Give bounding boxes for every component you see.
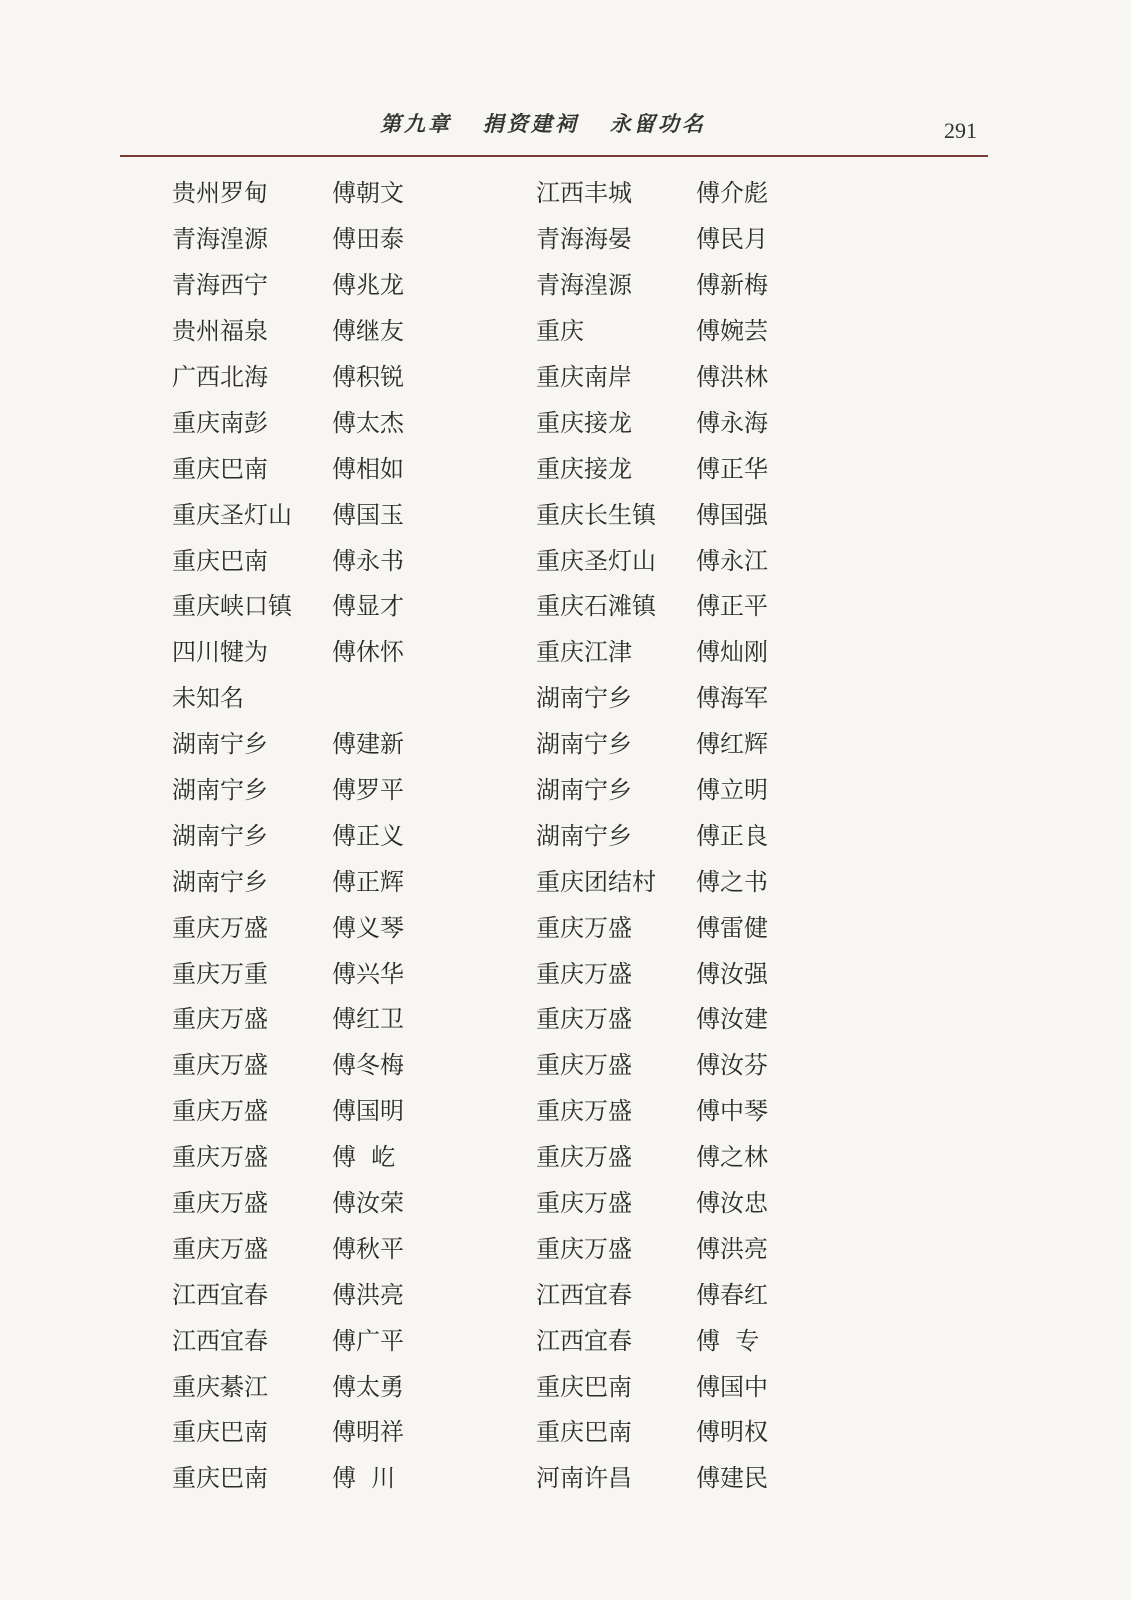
donor-place: 重庆圣灯山	[172, 500, 292, 529]
donor-place: 重庆万盛	[536, 913, 632, 942]
donor-place: 江西丰城	[536, 179, 632, 208]
donor-place: 重庆团结村	[536, 867, 656, 896]
donor-name: 傅永海	[696, 408, 768, 437]
donor-place: 贵州罗甸	[172, 179, 268, 208]
donor-row	[172, 397, 442, 443]
donor-place: 青海湟源	[172, 225, 268, 254]
donor-row	[536, 1040, 806, 1086]
page-header	[0, 0, 1131, 160]
donor-place: 青海海晏	[536, 225, 632, 254]
donor-name: 傅汝强	[696, 959, 768, 988]
donor-place: 重庆万盛	[172, 913, 268, 942]
donor-name: 傅中琴	[696, 1097, 768, 1126]
donor-place: 重庆江津	[536, 638, 632, 667]
donor-name: 傅休怀	[332, 638, 404, 667]
donor-name: 傅 屹	[332, 1143, 396, 1172]
donor-row	[536, 1178, 806, 1224]
donor-place: 湖南宁乡	[536, 684, 632, 713]
donor-name: 傅 川	[332, 1464, 396, 1493]
donor-place: 重庆万盛	[172, 1234, 268, 1263]
donor-name: 傅汝建	[696, 1005, 768, 1034]
donor-place: 江西宜春	[536, 1280, 632, 1309]
donor-name: 傅 专	[696, 1326, 760, 1355]
donor-row	[536, 810, 806, 856]
donor-row	[172, 1315, 442, 1361]
donor-row	[536, 1361, 806, 1407]
donor-name: 傅洪亮	[696, 1234, 768, 1263]
donor-row	[536, 1269, 806, 1315]
donor-name: 傅建新	[332, 730, 404, 759]
donor-row	[172, 1223, 442, 1269]
donor-place: 重庆长生镇	[536, 500, 656, 529]
donor-name: 傅国强	[696, 500, 768, 529]
donor-row	[536, 260, 806, 306]
donor-name: 傅灿刚	[696, 638, 768, 667]
donor-name: 傅红辉	[696, 730, 768, 759]
donor-row	[536, 214, 806, 260]
donor-row	[536, 306, 806, 352]
donor-place: 湖南宁乡	[536, 776, 632, 805]
donor-row	[172, 994, 442, 1040]
donor-row	[172, 810, 442, 856]
donor-place: 重庆万盛	[172, 1189, 268, 1218]
donor-row	[536, 1407, 806, 1453]
donor-row	[172, 719, 442, 765]
donor-name: 傅朝文	[332, 179, 404, 208]
donor-name: 傅正良	[696, 821, 768, 850]
donor-row	[536, 535, 806, 581]
donor-name: 傅国明	[332, 1097, 404, 1126]
donor-row	[172, 765, 442, 811]
donor-place: 重庆万盛	[536, 1234, 632, 1263]
donor-row	[172, 627, 442, 673]
donor-row	[172, 1040, 442, 1086]
donor-name: 傅正义	[332, 821, 404, 850]
donor-name: 傅建民	[696, 1464, 768, 1493]
donor-place: 重庆万盛	[536, 1005, 632, 1034]
donor-name: 傅婉芸	[696, 317, 768, 346]
donor-name: 傅民月	[696, 225, 768, 254]
donor-name: 傅明权	[696, 1418, 768, 1447]
donor-row	[172, 673, 442, 719]
donor-place: 重庆巴南	[536, 1372, 632, 1401]
donor-row	[536, 397, 806, 443]
donor-row	[536, 1315, 806, 1361]
donor-row	[172, 535, 442, 581]
donor-name: 傅义琴	[332, 913, 404, 942]
donor-place: 重庆万盛	[536, 1189, 632, 1218]
donor-place: 重庆万盛	[536, 959, 632, 988]
donor-name: 傅太勇	[332, 1372, 404, 1401]
donor-row	[172, 168, 442, 214]
donor-place: 重庆巴南	[536, 1418, 632, 1447]
donor-name: 傅正华	[696, 454, 768, 483]
donor-name: 傅新梅	[696, 271, 768, 300]
donor-place: 重庆南彭	[172, 408, 268, 437]
donor-row	[536, 1132, 806, 1178]
donor-name: 傅洪林	[696, 363, 768, 391]
donor-place: 河南许昌	[536, 1464, 632, 1493]
donor-row	[172, 1361, 442, 1407]
donor-name: 傅海军	[696, 684, 768, 713]
donor-name: 傅相如	[332, 454, 404, 483]
donor-place: 重庆峡口镇	[172, 592, 292, 621]
donor-place: 重庆万盛	[172, 1143, 268, 1172]
donor-name: 傅罗平	[332, 776, 404, 805]
donor-name: 傅明祥	[332, 1418, 404, 1447]
donor-place: 重庆接龙	[536, 408, 632, 437]
donor-row	[172, 1086, 442, 1132]
donor-name: 傅立明	[696, 776, 768, 805]
donor-place: 重庆接龙	[536, 454, 632, 483]
donor-name: 傅积锐	[332, 363, 404, 391]
donor-name: 傅继友	[332, 317, 404, 346]
donor-row	[172, 443, 442, 489]
donor-row	[536, 489, 806, 535]
donor-name: 傅田泰	[332, 225, 404, 254]
donor-row	[172, 856, 442, 902]
donor-place: 四川犍为	[172, 638, 268, 667]
donor-row	[172, 1132, 442, 1178]
donor-name: 傅介彪	[696, 179, 768, 208]
donor-place: 重庆万重	[172, 959, 268, 988]
donor-place: 湖南宁乡	[536, 730, 632, 759]
donor-row	[536, 948, 806, 994]
donor-place: 江西宜春	[536, 1326, 632, 1355]
donor-place: 重庆巴南	[172, 454, 268, 483]
header-divider	[120, 155, 988, 157]
donor-name: 傅之林	[696, 1143, 768, 1172]
donor-row	[172, 352, 442, 398]
donor-place: 广西北海	[172, 363, 268, 391]
donor-place: 湖南宁乡	[172, 776, 268, 805]
donor-name: 傅冬梅	[332, 1051, 404, 1080]
donor-place: 江西宜春	[172, 1280, 268, 1309]
donor-list-left	[172, 168, 442, 1499]
donor-place: 未知名	[172, 684, 244, 713]
donor-row	[536, 1453, 806, 1499]
donor-name: 傅汝芬	[696, 1051, 768, 1080]
donor-name: 傅国中	[696, 1372, 768, 1401]
donor-row	[536, 352, 806, 398]
donor-name: 傅正平	[696, 592, 768, 621]
donor-name: 傅汝忠	[696, 1189, 768, 1218]
donor-row	[172, 1453, 442, 1499]
donor-name: 傅太杰	[332, 408, 404, 437]
donor-place: 重庆万盛	[172, 1051, 268, 1080]
donor-place: 重庆綦江	[172, 1372, 268, 1401]
donor-place: 重庆石滩镇	[536, 592, 656, 621]
donor-row	[536, 719, 806, 765]
donor-row	[172, 260, 442, 306]
donor-name: 傅雷健	[696, 913, 768, 942]
donor-row	[536, 168, 806, 214]
donor-place: 重庆巴南	[172, 546, 268, 575]
donor-row	[536, 581, 806, 627]
donor-place: 湖南宁乡	[172, 867, 268, 896]
donor-place: 贵州福泉	[172, 317, 268, 346]
donor-place: 重庆南岸	[536, 363, 632, 391]
donor-row	[536, 673, 806, 719]
donor-row	[536, 627, 806, 673]
donor-place: 湖南宁乡	[536, 821, 632, 850]
donor-row	[172, 306, 442, 352]
donor-place: 重庆	[536, 317, 584, 346]
donor-place: 江西宜春	[172, 1326, 268, 1355]
donor-place: 重庆万盛	[536, 1143, 632, 1172]
donor-name: 傅正辉	[332, 867, 404, 896]
donor-row	[536, 443, 806, 489]
donor-name: 傅兆龙	[332, 271, 404, 300]
donor-row	[172, 1178, 442, 1224]
donor-row	[172, 489, 442, 535]
donor-row	[536, 1086, 806, 1132]
donor-name: 傅洪亮	[332, 1280, 404, 1309]
donor-name: 傅红卫	[332, 1005, 404, 1034]
donor-name: 傅秋平	[332, 1234, 404, 1263]
donor-place: 青海湟源	[536, 271, 632, 300]
donor-place: 重庆万盛	[536, 1051, 632, 1080]
donor-place: 重庆万盛	[172, 1005, 268, 1034]
donor-name: 傅之书	[696, 867, 768, 896]
donor-place: 重庆圣灯山	[536, 546, 656, 575]
donor-row	[172, 214, 442, 260]
donor-name: 傅兴华	[332, 959, 404, 988]
donor-name: 傅广平	[332, 1326, 404, 1355]
donor-row	[536, 994, 806, 1040]
donor-row	[172, 948, 442, 994]
donor-place: 青海西宁	[172, 271, 268, 300]
donor-place: 湖南宁乡	[172, 730, 268, 759]
donor-row	[172, 581, 442, 627]
donor-place: 重庆万盛	[536, 1097, 632, 1126]
donor-row	[172, 1269, 442, 1315]
donor-row	[172, 1407, 442, 1453]
donor-row	[536, 1223, 806, 1269]
page-number: 291	[944, 118, 977, 143]
donor-place: 湖南宁乡	[172, 821, 268, 850]
donor-place: 重庆巴南	[172, 1464, 268, 1493]
donor-place: 重庆万盛	[172, 1097, 268, 1126]
donor-list-right	[536, 168, 806, 1499]
donor-name: 傅国玉	[332, 500, 404, 529]
donor-row	[536, 902, 806, 948]
donor-row	[172, 902, 442, 948]
donor-place: 重庆巴南	[172, 1418, 268, 1447]
donor-name: 傅春红	[696, 1280, 768, 1309]
donor-row	[536, 856, 806, 902]
donor-row	[536, 765, 806, 811]
donor-name: 傅永书	[332, 546, 404, 575]
chapter-title: 第九章 捐资建祠 永留功名	[380, 112, 706, 136]
donor-name: 傅永江	[696, 546, 768, 575]
donor-name: 傅显才	[332, 592, 404, 621]
donor-name: 傅汝荣	[332, 1189, 404, 1218]
